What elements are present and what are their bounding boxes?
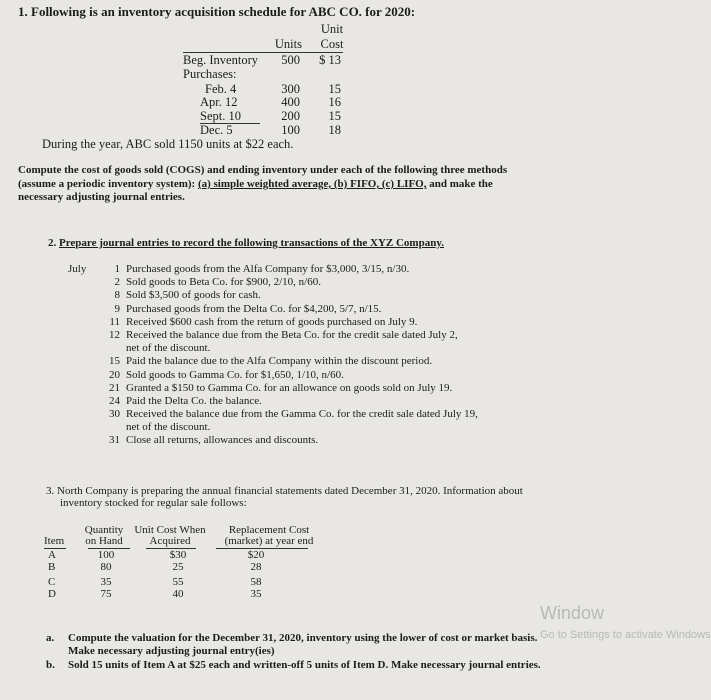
q1-header-units: Units <box>274 37 302 51</box>
q1-sold-text: During the year, ABC sold 1150 units at $22 each. <box>42 137 294 151</box>
activation-watermark-title: Window <box>540 603 605 623</box>
q1-row-label: Sept. 10 <box>200 109 241 123</box>
q1-purchases-label: Purchases: <box>183 67 237 81</box>
q2-entry-day: 2 <box>114 276 120 289</box>
q3-header-rc2: (market) at year end <box>224 535 314 547</box>
q3-header-uc1: Unit Cost When <box>134 524 206 536</box>
q2-entry-day: 12 <box>109 328 120 341</box>
q3-row-cost: 25 <box>172 561 184 573</box>
q3-row-repl: 35 <box>250 588 262 600</box>
q3-row-qty: 100 <box>97 549 115 561</box>
q3-part-b-label: b. <box>46 659 55 671</box>
q1-row-cost: 16 <box>328 95 341 109</box>
q3-row-item: C <box>48 576 56 588</box>
q2-entry-text: Received $600 cash from the return of goods purchased on July 9. <box>126 315 418 328</box>
q3-row-qty: 75 <box>100 588 112 600</box>
q2-entry-day: 31 <box>109 434 120 447</box>
q2-entry-day: 21 <box>109 381 120 394</box>
q3-row-cost: 55 <box>172 576 184 588</box>
q1-row-cost: 18 <box>328 123 341 137</box>
q3-row-item: D <box>48 588 56 600</box>
q1-row-label: Apr. 12 <box>200 95 238 109</box>
q2-entry-text: net of the discount. <box>126 421 211 434</box>
q1-header-cost: Cost <box>320 37 344 51</box>
q3-row-repl: 58 <box>250 576 262 588</box>
q3-row-item: A <box>48 549 56 561</box>
q2-entry-text: Purchased goods from the Delta Co. for $4,200, 5/7, n/15. <box>126 302 382 315</box>
q1-compute-line2 <box>18 178 493 190</box>
q2-entry-day: 15 <box>109 355 120 368</box>
q2-entry-text: Sold $3,500 of goods for cash. <box>126 289 261 302</box>
q2-entry-text: Granted a $150 to Gamma Co. for an allowance on goods sold on July 19. <box>126 381 453 394</box>
q2-entry-day: 20 <box>109 368 120 381</box>
q3-header-item: Item <box>44 535 65 547</box>
q1-row-units: 200 <box>281 109 300 123</box>
q1-compute-line2-a: (assume a periodic inventory system): <box>18 178 198 190</box>
q2-entry-text: net of the discount. <box>126 342 211 355</box>
q3-row-repl: $20 <box>247 549 265 561</box>
q3-header-rc1: Replacement Cost <box>228 524 310 536</box>
q1-row-label: Dec. 5 <box>200 123 233 137</box>
q3-header-uc2: Acquired <box>149 535 191 547</box>
q2-entry-text: Sold goods to Beta Co. for $900, 2/10, n/60. <box>126 276 321 289</box>
q1-row-units: 100 <box>281 123 300 137</box>
q1-beg-label: Beg. Inventory <box>183 53 258 67</box>
q2-entry-text: Close all returns, allowances and discounts. <box>126 434 319 447</box>
q1-row-units: 400 <box>281 95 300 109</box>
q2-title <box>48 237 444 249</box>
q1-header-unit: Unit <box>320 22 344 36</box>
q2-number: 2. <box>48 237 59 249</box>
q1-beg-units: 500 <box>281 53 300 67</box>
q3-row-item: B <box>48 561 56 573</box>
q2-entry-day: 11 <box>109 315 120 328</box>
q1-title: 1. Following is an inventory acquisition schedule for ABC CO. for 2020: <box>18 4 416 19</box>
q1-beg-cost: $ 13 <box>319 53 341 67</box>
q1-compute-line1: Compute the cost of goods sold (COGS) and ending inventory under each of the following three methods <box>18 164 508 176</box>
q2-entry-text: Purchased goods from the Alfa Company for $3,000, 3/15, n/30. <box>126 263 410 275</box>
q3-intro-line1: 3. North Company is preparing the annual financial statements dated December 31, 2020. Information about <box>46 485 523 497</box>
q1-row-label: Feb. 4 <box>205 82 237 96</box>
q2-month: July <box>68 263 87 275</box>
activation-watermark-subtitle: Go to Settings to activate Windows <box>540 629 711 641</box>
q3-header-qty1: Quantity <box>84 524 124 536</box>
q3-intro-line2: inventory stocked for regular sale follows: <box>60 497 247 509</box>
q3-part-a-label: a. <box>46 632 55 644</box>
q2-entry-text: Sold goods to Gamma Co. for $1,650, 1/10, n/60. <box>126 368 344 381</box>
q3-header-qty2: on Hand <box>85 535 123 547</box>
q2-entry-day: 9 <box>114 302 120 315</box>
q3-part-b-line1: Sold 15 units of Item A at $25 each and written-off 5 units of Item D. Make necessary journal entries. <box>68 659 541 671</box>
q2-entry-text: Paid the Delta Co. the balance. <box>126 394 262 407</box>
q1-row-cost: 15 <box>328 109 341 123</box>
q1-compute-methods: (a) simple weighted average, (b) FIFO, (c) LIFO, <box>197 178 427 190</box>
q3-row-qty: 35 <box>100 576 112 588</box>
q2-title-text: Prepare journal entries to record the following transactions of the XYZ Company. <box>59 237 444 249</box>
q3-row-qty: 80 <box>100 561 112 573</box>
q2-entry-day: 30 <box>109 408 120 421</box>
q3-part-a-line2: Make necessary adjusting journal entry(ies) <box>68 645 275 657</box>
q3-part-a-line1: Compute the valuation for the December 31, 2020, inventory using the lower of cost or market basis. <box>68 632 538 644</box>
q2-entry-text: Received the balance due from the Beta Co. for the credit sale dated July 2, <box>126 328 458 341</box>
q1-row-cost: 15 <box>328 82 341 96</box>
q1-compute-line2-c: and make the <box>426 178 493 190</box>
q3-row-cost: $30 <box>169 549 187 561</box>
q2-entry-day: 1 <box>114 263 120 275</box>
q2-entry-day: 24 <box>109 394 120 407</box>
q3-row-repl: 28 <box>250 561 262 573</box>
q2-entry-day: 8 <box>114 289 120 302</box>
q2-entry-text: Received the balance due from the Gamma Co. for the credit sale dated July 19, <box>126 408 478 421</box>
q2-entry-text: Paid the balance due to the Alfa Company within the discount period. <box>126 355 433 368</box>
q1-compute-line3: necessary adjusting journal entries. <box>18 191 185 203</box>
q3-row-cost: 40 <box>172 588 184 600</box>
q1-row-units: 300 <box>281 82 300 96</box>
